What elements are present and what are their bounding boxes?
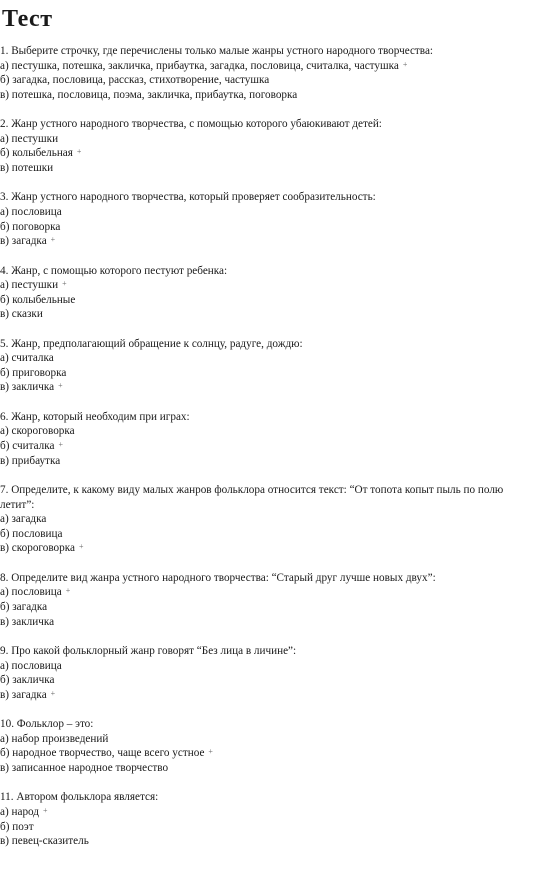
option-label: в) сказки [0, 308, 43, 321]
option-label: а) пословица [0, 586, 62, 599]
answer-option-c [0, 454, 544, 469]
option-label: б) считалка [0, 440, 55, 453]
correct-mark: + [58, 440, 63, 450]
option-label: а) загадка [0, 513, 47, 526]
answer-option-b [0, 527, 544, 542]
correct-mark: + [65, 586, 71, 596]
question-7 [0, 483, 544, 556]
answer-option-c [0, 161, 544, 176]
option-label: а) скороговорка [0, 425, 75, 438]
question-4 [0, 264, 544, 322]
answer-option-a [0, 351, 544, 366]
answer-option-a [0, 585, 544, 600]
answer-option-a [0, 132, 544, 147]
answer-option-a [0, 805, 544, 820]
question-text: 1. Выберите строчку, где перечислены только малые жанры устного народного творчества: [0, 45, 434, 57]
option-label: б) поговорка [0, 220, 61, 233]
answer-option-c [0, 541, 544, 556]
question-11 [0, 790, 544, 848]
option-label: б) загадка [0, 600, 48, 613]
answer-option-c [0, 88, 544, 103]
option-label: б) колыбельная [0, 147, 73, 160]
option-label: в) певец-сказитель [0, 835, 89, 848]
correct-mark: + [58, 381, 63, 391]
option-label: а) пестушка, потешка, закличка, прибаутка, загадка, пословица, считалка, частушка [0, 59, 399, 72]
question-text: 11. Автором фольклора является: [0, 791, 159, 804]
answer-option-b [0, 220, 544, 235]
question-3 [0, 190, 544, 248]
option-label: а) считалка [0, 352, 54, 365]
page-title: Тест [2, 6, 53, 32]
answer-option-c [0, 307, 544, 322]
answer-option-c [0, 761, 544, 776]
correct-mark: + [208, 747, 213, 757]
option-label: в) загадка [0, 235, 47, 248]
question-text: 8. Определите вид жанра устного народного творчества: “Старый друг лучше новых двух”: [0, 571, 436, 584]
question-8 [0, 571, 544, 629]
option-label: а) пословица [0, 659, 62, 672]
answer-option-c [0, 234, 544, 249]
answer-option-b [0, 293, 544, 308]
option-label: в) записанное народное творчество [0, 761, 169, 774]
question-text: 7. Определите, к какому виду малых жанров фольклора относится текст: “От топота копыт пыль по полю летит”: [0, 484, 504, 511]
question-5 [0, 337, 544, 395]
question-text: 3. Жанр устного народного творчества, который проверяет сообразительность: [0, 191, 376, 204]
correct-mark: + [76, 147, 82, 157]
option-label: а) пестушки [0, 279, 59, 292]
option-label: а) пестушки [0, 132, 59, 145]
answer-option-a [0, 205, 544, 220]
answer-option-a [0, 59, 544, 74]
option-label: в) потешка, пословица, поэма, закличка, прибаутка, поговорка [0, 88, 298, 101]
test-body [0, 44, 544, 863]
option-label: в) загадка [0, 688, 47, 701]
option-label: б) поэт [0, 820, 34, 833]
answer-option-b [0, 673, 544, 688]
option-label: б) народное творчество, чаще всего устное [0, 747, 205, 760]
option-label: б) закличка [0, 674, 55, 687]
option-label: в) закличка [0, 381, 55, 394]
correct-mark: + [402, 59, 408, 69]
answer-option-a [0, 424, 544, 439]
option-label: в) потешки [0, 161, 54, 174]
question-text: 2. Жанр устного народного творчества, с помощью которого убаюкивают детей: [0, 118, 382, 131]
correct-mark: + [50, 688, 56, 698]
answer-option-b [0, 439, 544, 454]
question-text: 6. Жанр, который необходим при играх: [0, 410, 190, 423]
answer-option-b [0, 73, 544, 88]
question-text: 5. Жанр, предполагающий обращение к солнцу, радуге, дождю: [0, 337, 303, 350]
correct-mark: + [50, 235, 56, 245]
question-2 [0, 117, 544, 175]
answer-option-a [0, 512, 544, 527]
answer-option-c [0, 688, 544, 703]
answer-option-a [0, 659, 544, 674]
option-label: а) набор произведений [0, 732, 109, 745]
answer-option-b [0, 146, 544, 161]
option-label: б) пословица [0, 527, 63, 540]
answer-option-c [0, 615, 544, 630]
correct-mark: + [62, 279, 67, 289]
option-label: б) колыбельные [0, 293, 76, 306]
option-label: а) пословица [0, 205, 62, 218]
question-1 [0, 44, 544, 102]
answer-option-b [0, 820, 544, 835]
question-6 [0, 410, 544, 468]
option-label: в) прибаутка [0, 454, 61, 467]
question-text: 9. Про какой фольклорный жанр говорят “Без лица в личине”: [0, 644, 297, 657]
option-label: в) скороговорка [0, 542, 75, 555]
answer-option-b [0, 366, 544, 381]
question-text: 10. Фольклор – это: [0, 718, 94, 731]
option-label: б) загадка, пословица, рассказ, стихотворение, частушка [0, 74, 270, 87]
option-label: а) народ [0, 805, 39, 818]
answer-option-c [0, 380, 544, 395]
question-9 [0, 644, 544, 702]
answer-option-b [0, 746, 544, 761]
correct-mark: + [78, 542, 84, 552]
question-10 [0, 717, 544, 775]
option-label: в) закличка [0, 615, 55, 628]
answer-option-a [0, 278, 544, 293]
question-text: 4. Жанр, с помощью которого пестуют ребенка: [0, 264, 228, 277]
correct-mark: + [43, 805, 48, 815]
option-label: б) приговорка [0, 366, 67, 379]
answer-option-b [0, 600, 544, 615]
answer-option-a [0, 732, 544, 747]
answer-option-c [0, 834, 544, 849]
